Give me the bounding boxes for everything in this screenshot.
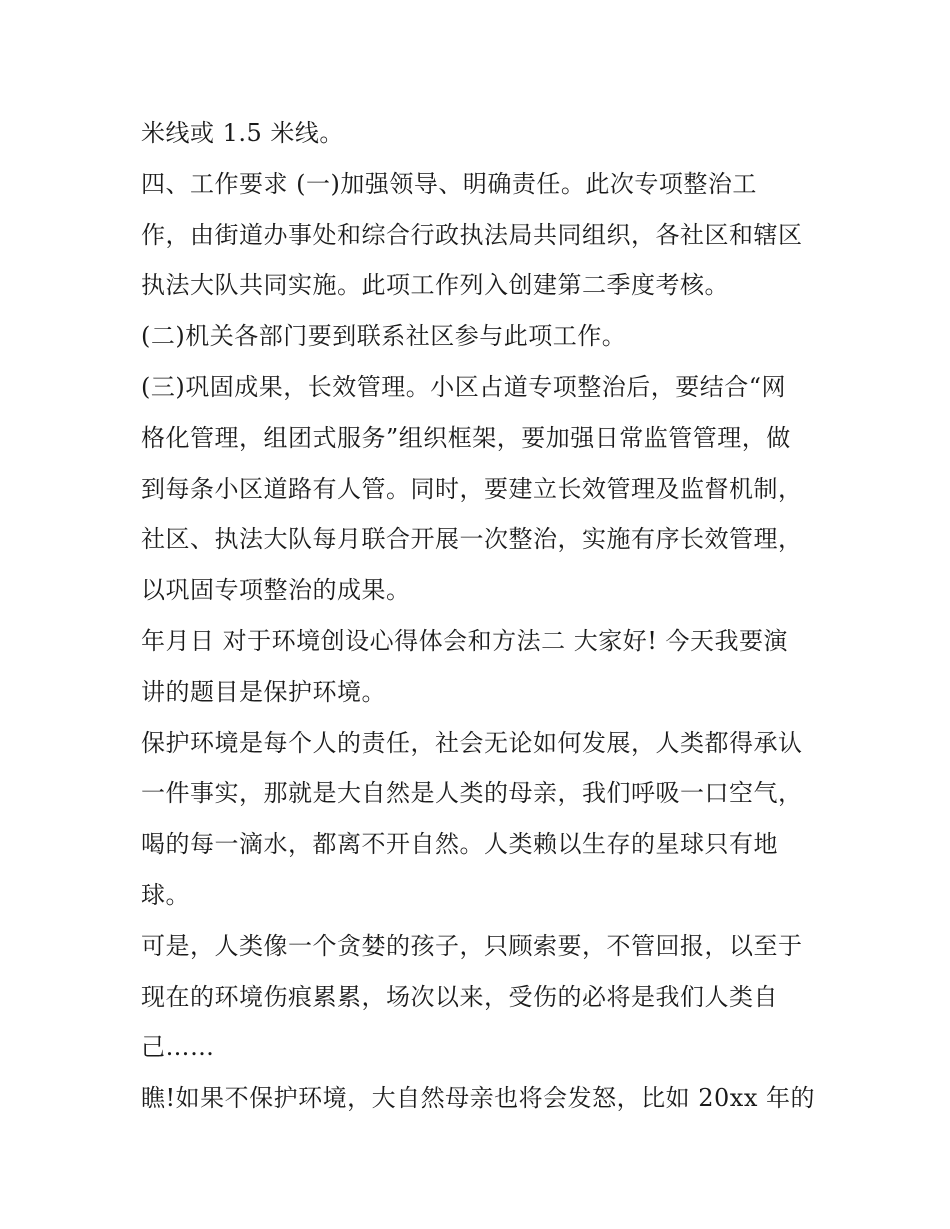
text-line: 社区、执法大队每月联合开展一次整治，实施有序长效管理， [141, 525, 803, 554]
text-line: 一件事实，那就是大自然是人类的母亲，我们呼吸一口空气， [141, 779, 803, 808]
text-line: 米线或 1.5 米线。 [141, 119, 344, 147]
text-line: (三)巩固成果，长效管理。小区占道专项整治后，要结合“网 [141, 372, 786, 401]
text-line: 现在的环境伤痕累累，场次以来，受伤的必将是我们人类自 [141, 982, 778, 1011]
text-line: 以巩固专项整治的成果。 [141, 576, 411, 605]
text-line: 喝的每一滴水，都离不开自然。人类赖以生存的星球只有地 [141, 830, 778, 859]
text-line: 讲的题目是保护环境。 [141, 677, 386, 706]
text-line: 执法大队共同实施。此项工作列入创建第二季度考核。 [141, 271, 729, 300]
text-line: 格化管理，组团式服务”组织框架，要加强日常监管管理，做 [141, 423, 791, 452]
text-line: 瞧!如果不保护环境，大自然母亲也将会发怒，比如 20xx 年的 [141, 1084, 816, 1113]
text-line: 年月日 对于环境创设心得体会和方法二 大家好! 今天我要演 [141, 626, 789, 655]
text-line: 球。 [141, 880, 190, 909]
text-line: 到每条小区道路有人管。同时，要建立长效管理及监督机制， [141, 474, 803, 503]
text-line: 四、工作要求 (一)加强领导、明确责任。此次专项整治工 [141, 169, 757, 198]
text-line: 可是，人类像一个贪婪的孩子，只顾索要，不管回报，以至于 [141, 931, 803, 960]
document-body [141, 108, 841, 1124]
text-line: 作，由街道办事处和综合行政执法局共同组织，各社区和辖区 [141, 220, 803, 249]
text-line: 己…… [141, 1033, 215, 1062]
text-line: 保护环境是每个人的责任，社会无论如何发展，人类都得承认 [141, 728, 803, 757]
text-line: (二)机关各部门要到联系社区参与此项工作。 [141, 322, 627, 351]
